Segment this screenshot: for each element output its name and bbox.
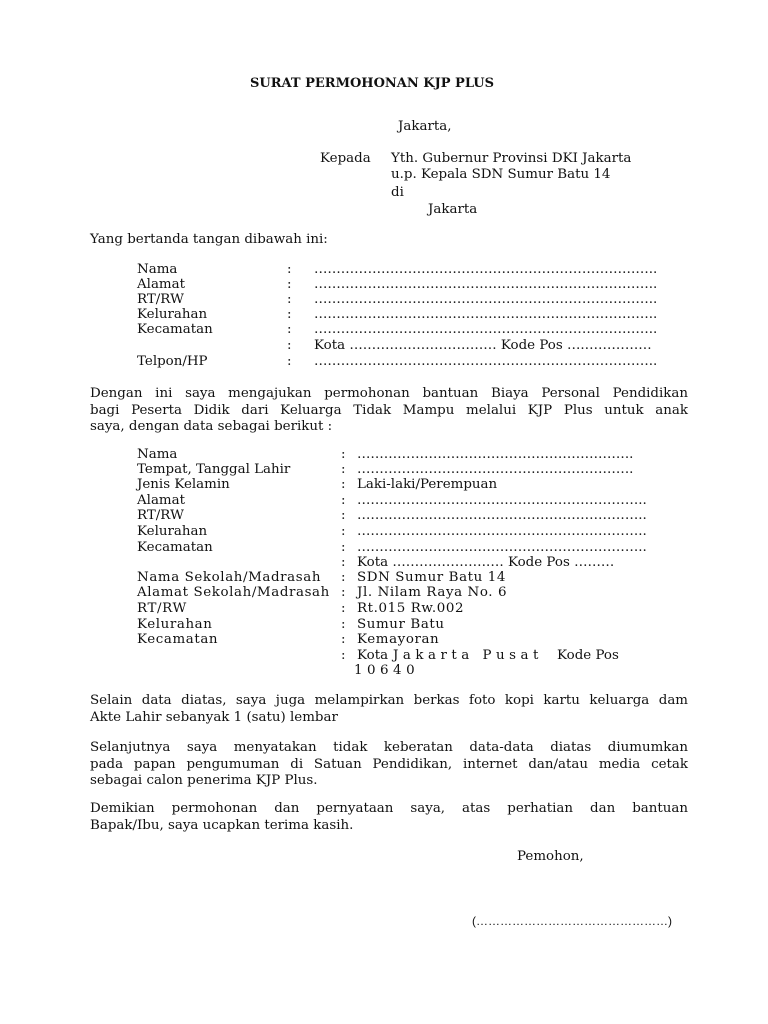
place-date: Jakarta,: [398, 119, 452, 134]
field-colon: :: [341, 447, 346, 462]
field-colon: :: [341, 648, 346, 663]
field-colon: :: [287, 292, 292, 307]
paragraph-line: pada papan pengumuman di Satuan Pendidikan, internet dan/atau media cetak: [90, 756, 688, 772]
paragraph-line: Selain data diatas, saya juga melampirkan berkas foto kopi kartu keluarga dam: [90, 693, 688, 708]
field-colon: :: [341, 555, 346, 570]
field-label: Kecamatan: [137, 632, 219, 647]
field-label: Kelurahan: [137, 524, 208, 539]
field-colon: :: [287, 322, 292, 337]
field-label: RT/RW: [137, 292, 184, 307]
field-colon: :: [341, 540, 346, 555]
kode-pos-value: 10640: [354, 663, 420, 678]
field-value: Jl. Nilam Raya No. 6: [357, 585, 508, 600]
field-label: Kelurahan: [137, 307, 208, 322]
recipient-line-3: di: [391, 185, 404, 200]
field-colon: :: [287, 262, 292, 277]
field-value: …………………………………………………………………..: [314, 354, 658, 369]
paragraph-closing: [90, 801, 688, 834]
field-value: ………………………………………………………..: [357, 524, 647, 539]
field-value: ……………………………………………………..: [357, 462, 634, 477]
field-label: Kelurahan: [137, 617, 213, 632]
field-value: ………………………………………………………..: [357, 508, 647, 523]
field-colon: :: [341, 617, 347, 632]
field-value: …………………………………………………………………..: [314, 277, 658, 292]
letter-title: SURAT PERMOHONAN KJP PLUS: [250, 76, 494, 91]
field-label: Telpon/HP: [137, 354, 208, 369]
paragraph-line: Selanjutnya saya menyatakan tidak keberatan data-data diatas diumumkan: [90, 740, 688, 755]
field-label: Tempat, Tanggal Lahir: [137, 462, 291, 477]
paragraph-line: Akte Lahir sebanyak 1 (satu) lembar: [90, 709, 338, 725]
field-label: Nama Sekolah/Madrasah: [137, 570, 322, 585]
field-colon: :: [341, 524, 346, 539]
field-label: Nama: [137, 262, 178, 277]
city-kota-label: Kota: [357, 648, 389, 663]
recipient-line-4: Jakarta: [428, 202, 478, 217]
field-value: …………………………………………………………………..: [314, 262, 658, 277]
recipient-line-1: Yth. Gubernur Provinsi DKI Jakarta: [391, 151, 632, 166]
field-colon: :: [341, 585, 347, 600]
field-colon: :: [341, 632, 347, 647]
field-colon: :: [341, 462, 346, 477]
intro-text: Yang bertanda tangan dibawah ini:: [90, 232, 328, 247]
field-colon: :: [287, 354, 292, 369]
paragraph-line: Dengan ini saya mengajukan permohonan bantuan Biaya Personal Pendidikan: [90, 386, 688, 401]
field-value: …………………………………………………………………..: [314, 292, 658, 307]
paragraph-consent: [90, 740, 688, 790]
field-label: Kecamatan: [137, 322, 213, 337]
kode-pos-label: Kode Pos: [557, 648, 619, 663]
field-colon: :: [341, 570, 347, 585]
field-value: SDN Sumur Batu 14: [357, 570, 506, 585]
field-value: …………………………………………………………………..: [314, 322, 658, 337]
field-colon: :: [341, 508, 346, 523]
field-label: Nama: [137, 447, 178, 462]
kepada-label: Kepada: [320, 151, 371, 166]
field-colon: :: [287, 338, 292, 353]
paragraph-request: [90, 386, 688, 436]
paragraph-line: saya, dengan data sebagai berikut :: [90, 419, 333, 434]
field-label: Jenis Kelamin: [137, 477, 230, 492]
field-colon: :: [341, 601, 347, 616]
paragraph-line: bagi Peserta Didik dari Keluarga Tidak Mampu melalui KJP Plus untuk anak: [90, 402, 688, 418]
closing-pemohon: Pemohon,: [517, 849, 584, 864]
field-value: Laki-laki/Perempuan: [357, 477, 498, 492]
paragraph-line: sebagai calon penerima KJP Plus.: [90, 773, 318, 788]
field-value: ………………………………………………………..: [357, 540, 647, 555]
paragraph-line: Demikian permohonan dan pernyataan saya, atas perhatian dan bantuan: [90, 801, 688, 816]
city-value: Jakarta Pusat: [393, 648, 543, 663]
field-label: Kecamatan: [137, 540, 213, 555]
field-label: Alamat: [137, 277, 185, 292]
recipient-line-2: u.p. Kepala SDN Sumur Batu 14: [391, 167, 611, 182]
paragraph-attachment: [90, 693, 688, 726]
paragraph-line: Bapak/Ibu, saya ucapkan terima kasih.: [90, 817, 354, 833]
field-value: Sumur Batu: [357, 617, 445, 632]
field-colon: :: [341, 477, 346, 492]
field-colon: :: [341, 493, 346, 508]
field-colon: :: [287, 277, 292, 292]
field-value: Kota …………………………… Kode Pos ….……………: [314, 338, 652, 353]
field-value: Kota ………………….… Kode Pos ………: [357, 555, 615, 570]
field-label: RT/RW: [137, 601, 187, 616]
field-value: ……………………………………………………..: [357, 447, 634, 462]
signature-placeholder: (…………………………………………): [472, 914, 672, 928]
field-label: Alamat: [137, 493, 185, 508]
field-value: Kemayoran: [357, 632, 440, 647]
field-colon: :: [287, 307, 292, 322]
field-value: Rt.015 Rw.002: [357, 601, 465, 616]
field-label: Alamat Sekolah/Madrasah: [137, 585, 330, 600]
field-value: ………………………………………………………..: [357, 493, 647, 508]
field-label: RT/RW: [137, 508, 184, 523]
field-value: …………………………………………………………………..: [314, 307, 658, 322]
